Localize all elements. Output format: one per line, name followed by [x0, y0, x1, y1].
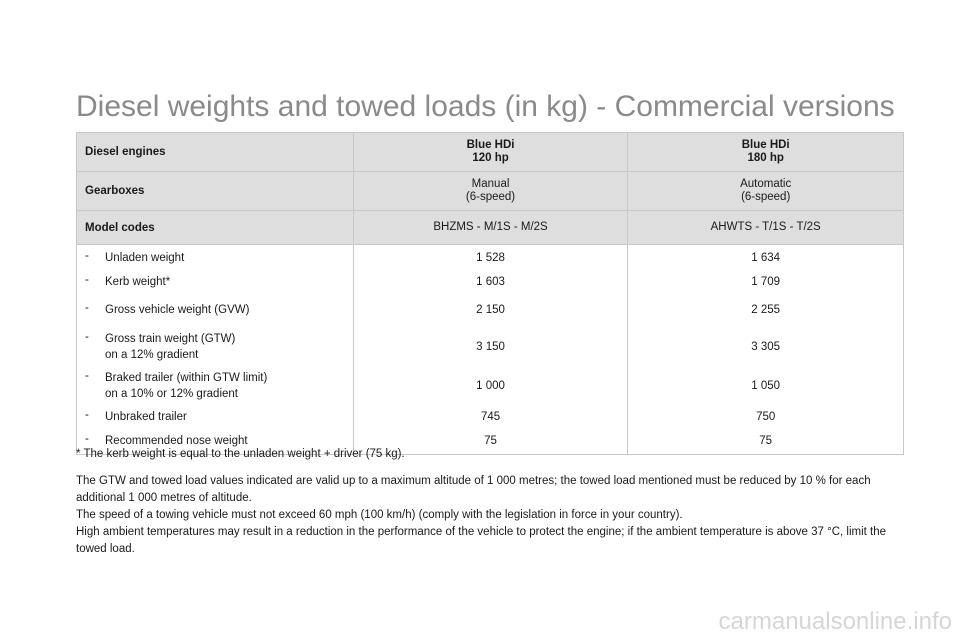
row-dash: -: [85, 301, 89, 314]
row-dash: -: [85, 433, 89, 446]
row-label: Unladen weight: [105, 251, 185, 264]
table-row: [77, 293, 904, 327]
row-value-col2: 2 255: [628, 293, 904, 327]
row-label: Braked trailer (within GTW limit): [105, 371, 268, 384]
engine-col1-cell: [353, 133, 628, 172]
table-row: [77, 245, 904, 271]
row-value-col2: 1 634: [628, 245, 904, 271]
row-value-col2: 1 050: [628, 367, 904, 405]
row-label-cell: [77, 367, 354, 405]
row-value-col1: 2 150: [353, 293, 628, 327]
row-label: Unbraked trailer: [105, 410, 187, 423]
altitude-note: The GTW and towed load values indicated are valid up to a maximum altitude of 1 000 metres; the towed load mentioned must be reduced by 10 % for each additional 1 000 metres of altitude.: [76, 475, 871, 504]
row-label-cell: [77, 293, 354, 327]
row-label-line2: on a 12% gradient: [105, 348, 199, 361]
row-label-cell: [77, 405, 354, 429]
model-code-col2: AHWTS - T/1S - T/2S: [628, 211, 904, 245]
temperature-note: High ambient temperatures may result in a reduction in the performance of the vehicle to protect the engine; if the ambient temperature is above 37 °C, limit the towed load.: [76, 526, 887, 555]
watermark: carmanualsonline.info: [718, 608, 952, 635]
row-label-line2: on a 10% or 12% gradient: [105, 387, 238, 400]
engine-col2-line1: Blue HDi: [741, 139, 790, 151]
row-label: Gross vehicle weight (GVW): [105, 303, 250, 316]
speed-note: The speed of a towing vehicle must not exceed 60 mph (100 km/h) (comply with the legislation in force in your country).: [76, 509, 683, 521]
engine-col1-line2: 120 hp: [472, 152, 509, 164]
table-row: [77, 367, 904, 405]
gearbox-col1-line1: Manual: [471, 178, 510, 190]
gearboxes-row: [77, 172, 904, 211]
engine-col2-cell: [628, 133, 904, 172]
row-value-col1: 3 150: [353, 327, 628, 367]
row-value-col2: 750: [628, 405, 904, 429]
gearbox-col2-cell: [628, 172, 904, 211]
row-value-col2: 75: [628, 429, 904, 455]
model-code-col1: BHZMS - M/1S - M/2S: [353, 211, 628, 245]
row-label: Kerb weight*: [105, 275, 171, 288]
row-dash: -: [85, 408, 89, 421]
kerb-weight-footnote: * The kerb weight is equal to the unladen weight + driver (75 kg).: [76, 448, 405, 460]
row-dash: -: [85, 249, 89, 262]
table-header: [77, 133, 904, 245]
gearbox-col1-cell: [353, 172, 628, 211]
model-codes-row: [77, 211, 904, 245]
gearbox-col1-line2: (6-speed): [465, 191, 516, 203]
engines-label: Diesel engines: [77, 133, 354, 172]
weights-table: [76, 132, 904, 455]
engine-col2-line2: 180 hp: [747, 152, 784, 164]
page-title: Diesel weights and towed loads (in kg) - Commercial versions: [76, 90, 895, 123]
row-value-col1: 75: [353, 429, 628, 455]
row-dash: -: [85, 273, 89, 286]
gearbox-col2-line2: (6-speed): [741, 191, 791, 203]
table-row: [77, 327, 904, 367]
row-value-col1: 1 000: [353, 367, 628, 405]
row-value-col1: 745: [353, 405, 628, 429]
engine-col1-line1: Blue HDi: [466, 139, 515, 151]
row-value-col1: 1 528: [353, 245, 628, 271]
row-label: Recommended nose weight: [105, 435, 248, 448]
row-label: Gross train weight (GTW): [105, 332, 236, 345]
row-value-col2: 1 709: [628, 271, 904, 293]
gearbox-col2-line1: Automatic: [740, 178, 792, 190]
towing-notes: [76, 473, 916, 558]
engines-row: [77, 133, 904, 172]
row-value-col2: 3 305: [628, 327, 904, 367]
table-row: [77, 405, 904, 429]
table-body: [77, 245, 904, 455]
row-dash: -: [85, 369, 89, 382]
row-value-col1: 1 603: [353, 271, 628, 293]
row-label-cell: [77, 327, 354, 367]
model-codes-label: Model codes: [77, 211, 354, 245]
row-label-cell: [77, 245, 354, 271]
row-label-cell: [77, 271, 354, 293]
table-row: [77, 271, 904, 293]
row-dash: -: [85, 330, 89, 343]
gearboxes-label: Gearboxes: [77, 172, 354, 211]
